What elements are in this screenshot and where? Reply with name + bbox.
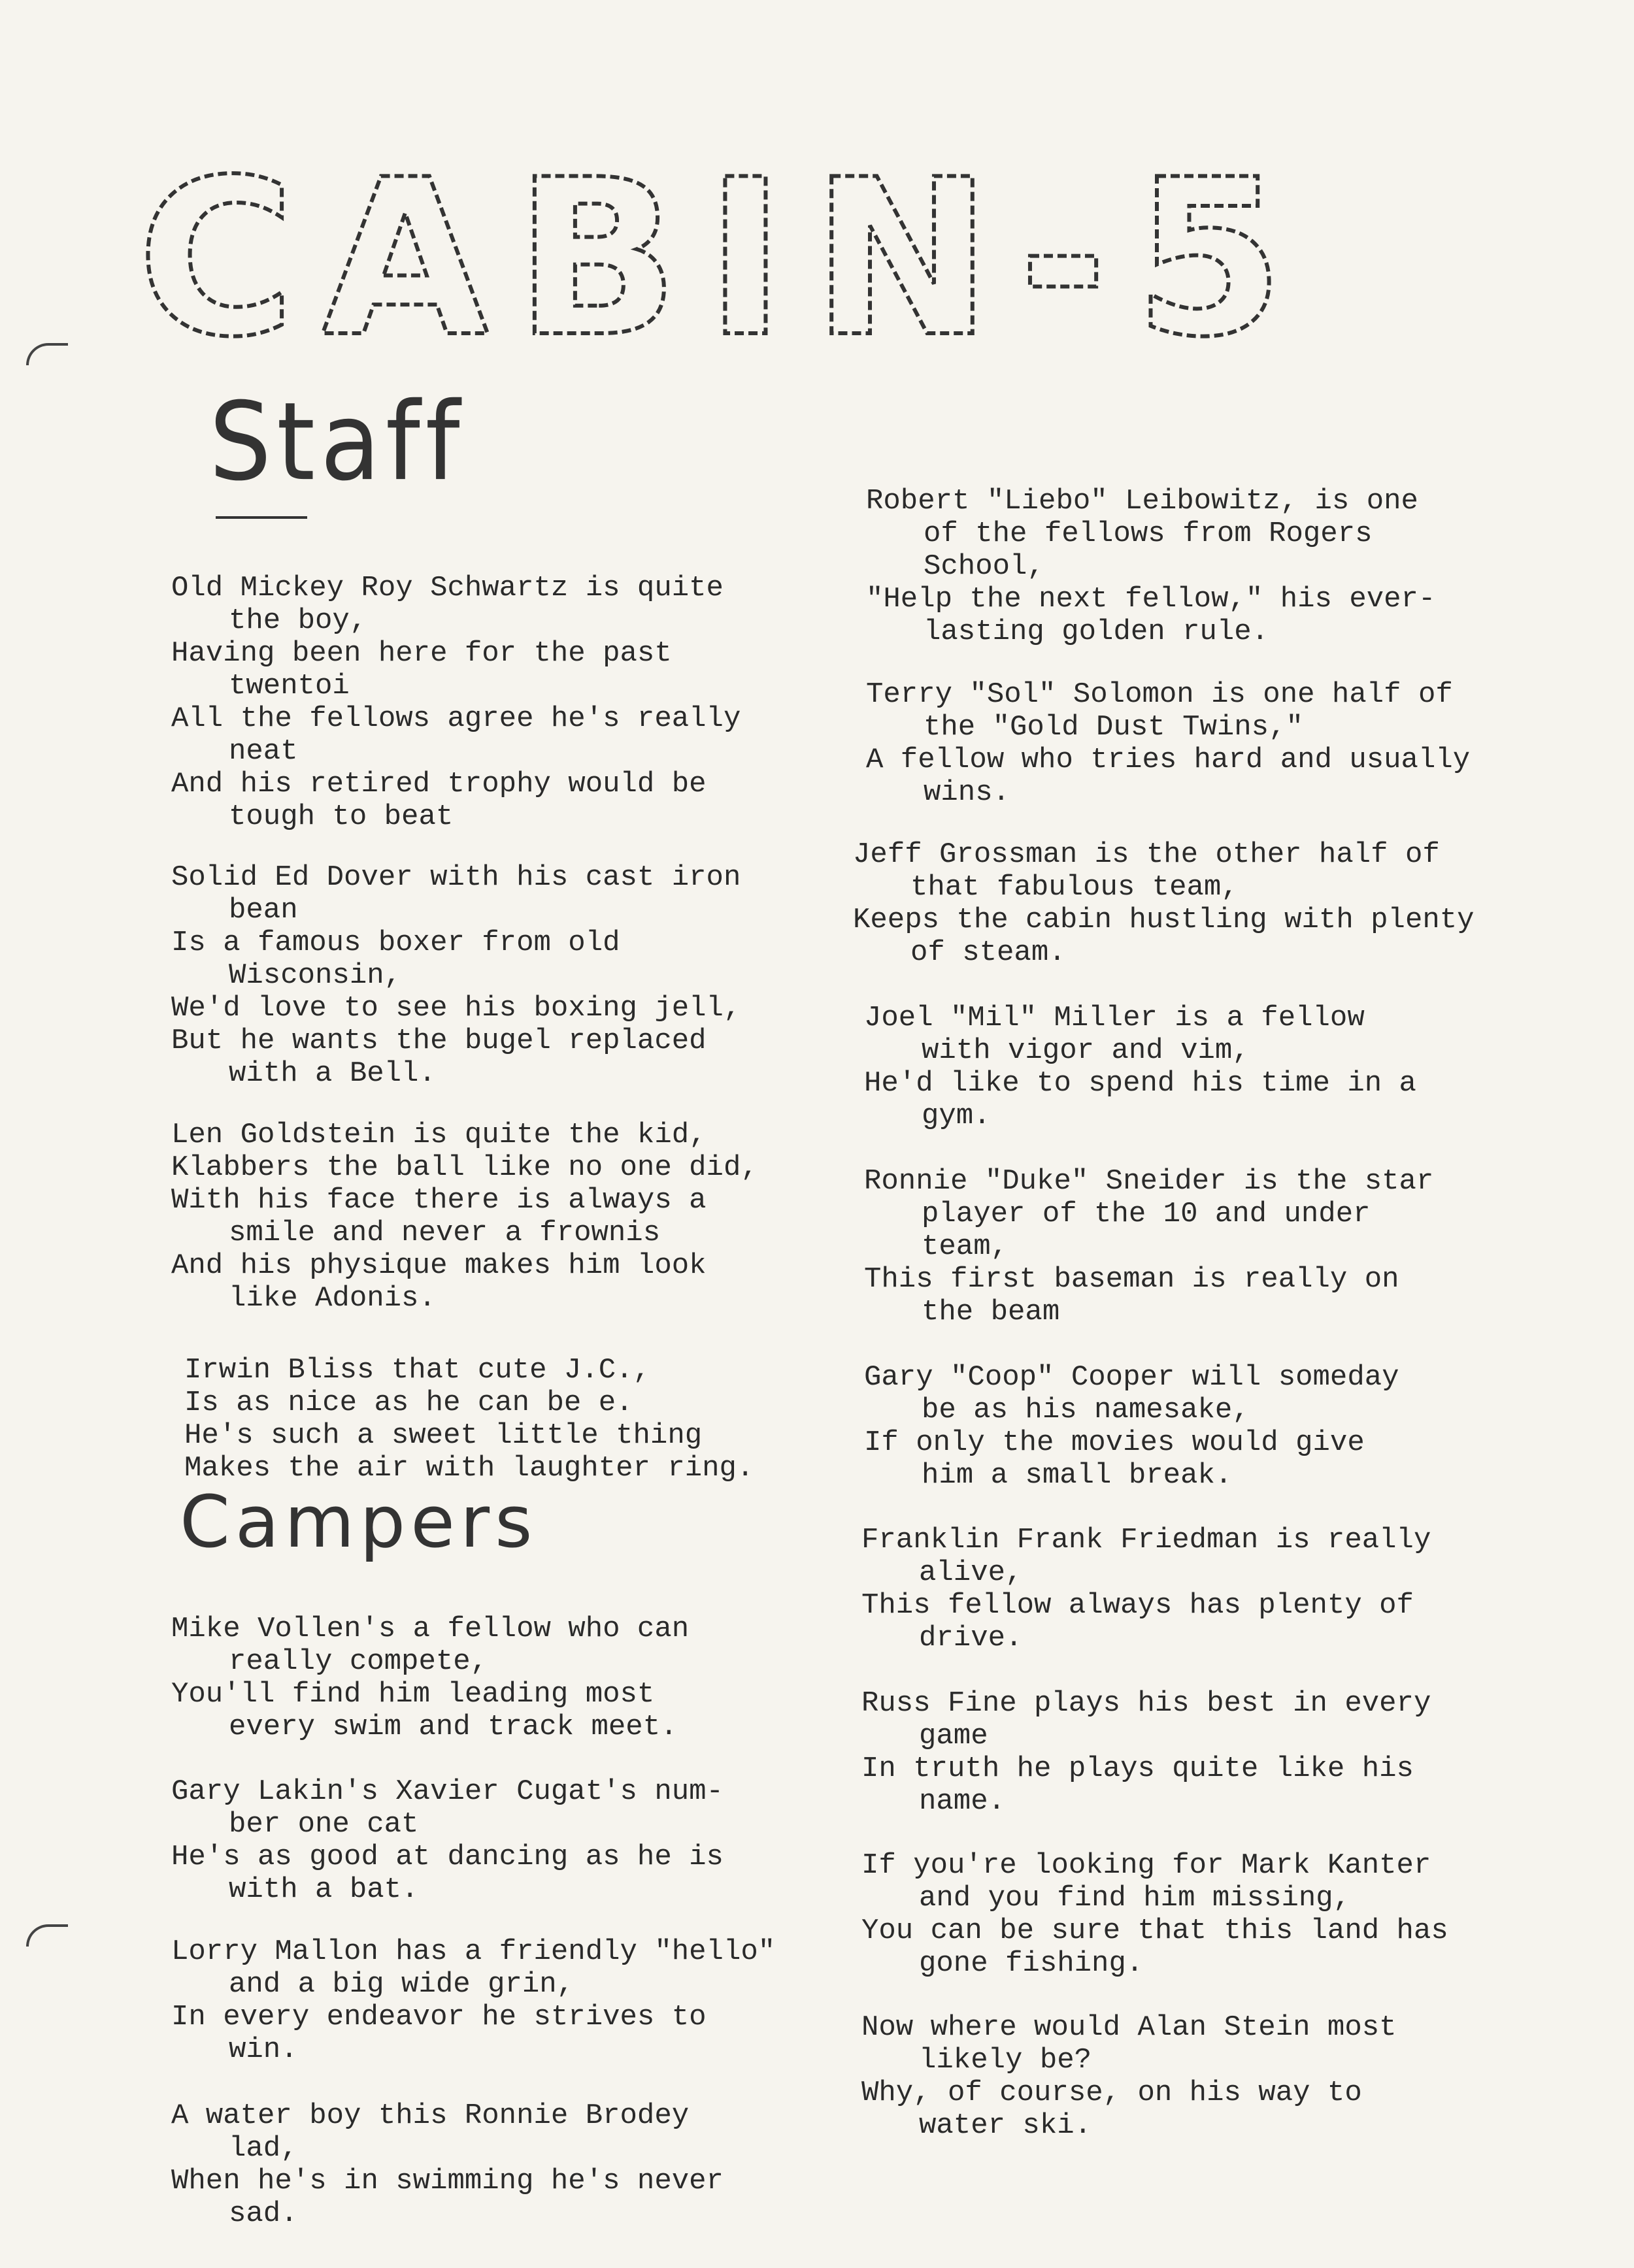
- poem-stanza: [171, 572, 838, 833]
- poem-line: This fellow always has plenty of: [861, 1589, 1414, 1622]
- title-text: CABIN-5: [137, 137, 1310, 372]
- poem-line: like Adonis.: [229, 1282, 436, 1315]
- poem-line: This first baseman is really on: [864, 1263, 1399, 1296]
- poem-line: Klabbers the ball like no one did,: [171, 1151, 758, 1184]
- poem-line: Having been here for the past: [171, 637, 672, 670]
- poems-right-2: [866, 678, 1592, 809]
- poem-stanza: [861, 1687, 1587, 1818]
- campers-heading: Campers: [180, 1480, 538, 1564]
- poem-line: sad.: [229, 2197, 298, 2230]
- poem-line: If only the movies would give: [864, 1426, 1365, 1459]
- staff-poems-left-4: [184, 1354, 851, 1485]
- poem-line: Lorry Mallon has a friendly "hello": [171, 1935, 776, 1968]
- poems-right-8: [861, 1687, 1587, 1818]
- punch-hole-mark: [26, 1924, 68, 1947]
- camper-poems-left-2: [171, 1775, 838, 1906]
- poem-line: bean: [229, 894, 298, 927]
- poems-right-7: [861, 1524, 1587, 1654]
- poem-stanza: [866, 485, 1592, 648]
- poem-line: neat: [229, 735, 298, 768]
- poem-line: lad,: [229, 2132, 298, 2165]
- staff-heading: Staff: [209, 380, 465, 505]
- poem-line: Len Goldstein is quite the kid,: [171, 1119, 707, 1151]
- poem-line: Makes the air with laughter ring.: [184, 1452, 754, 1485]
- poem-line: Irwin Bliss that cute J.C.,: [184, 1354, 650, 1387]
- poem-line: Mike Vollen's a fellow who can: [171, 1613, 690, 1645]
- poem-stanza: [864, 1165, 1590, 1328]
- punch-hole-mark: [26, 343, 68, 365]
- poem-line: the beam: [922, 1296, 1060, 1328]
- poem-line: You can be sure that this land has: [861, 1915, 1448, 1947]
- poem-stanza: [171, 1775, 838, 1906]
- poem-line: Russ Fine plays his best in every: [861, 1687, 1431, 1720]
- poem-line: Gary Lakin's Xavier Cugat's num-: [171, 1775, 724, 1808]
- poem-line: He's such a sweet little thing: [184, 1419, 703, 1452]
- poem-line: him a small break.: [922, 1459, 1233, 1492]
- poem-line: tough to beat: [229, 800, 454, 833]
- poem-line: He's as good at dancing as he is: [171, 1841, 724, 1873]
- poem-line: But he wants the bugel replaced: [171, 1025, 707, 1057]
- poems-right-4: [864, 1002, 1590, 1132]
- poem-line: gym.: [922, 1100, 991, 1132]
- poem-line: Keeps the cabin hustling with plenty: [853, 904, 1475, 936]
- poem-line: name.: [919, 1785, 1006, 1818]
- poem-line: When he's in swimming he's never: [171, 2165, 724, 2197]
- poem-line: Joel "Mil" Miller is a fellow: [864, 1002, 1365, 1034]
- poem-line: Robert "Liebo" Leibowitz, is one: [866, 485, 1418, 518]
- poem-line: Is a famous boxer from old: [171, 927, 620, 959]
- poem-stanza: [861, 1849, 1587, 1980]
- poem-line: lasting golden rule.: [924, 616, 1269, 648]
- poem-stanza: [171, 861, 838, 1090]
- poems-right-5: [864, 1165, 1590, 1328]
- poem-line: team,: [922, 1230, 1009, 1263]
- poem-line: wins.: [924, 776, 1010, 809]
- poem-line: twentoi: [229, 670, 350, 702]
- poem-line: All the fellows agree he's really: [171, 702, 741, 735]
- poems-right-6: [864, 1361, 1590, 1492]
- poem-line: the boy,: [229, 604, 367, 637]
- poem-line: player of the 10 and under: [922, 1198, 1371, 1230]
- poem-line: win.: [229, 2033, 298, 2066]
- staff-heading-underline: [216, 516, 307, 519]
- poem-line: Why, of course, on his way to: [861, 2077, 1362, 2109]
- poem-line: Franklin Frank Friedman is really: [861, 1524, 1431, 1556]
- poem-stanza: [171, 2099, 838, 2230]
- poem-line: Old Mickey Roy Schwartz is quite: [171, 572, 724, 604]
- poem-stanza: [864, 1361, 1590, 1492]
- poem-line: Jeff Grossman is the other half of: [853, 838, 1440, 871]
- poem-line: Now where would Alan Stein most: [861, 2011, 1397, 2044]
- cabin-title: [137, 137, 1542, 372]
- poem-stanza: [171, 1935, 838, 2066]
- poem-line: with vigor and vim,: [922, 1034, 1250, 1067]
- poems-right-1: [866, 485, 1592, 648]
- poem-line: alive,: [919, 1556, 1023, 1589]
- poem-line: and you find him missing,: [919, 1882, 1351, 1915]
- poem-line: In every endeavor he strives to: [171, 2001, 707, 2033]
- poem-line: A water boy this Ronnie Brodey: [171, 2099, 690, 2132]
- poem-line: If you're looking for Mark Kanter: [861, 1849, 1431, 1882]
- poem-stanza: [861, 1524, 1587, 1654]
- poem-line: He'd like to spend his time in a: [864, 1067, 1416, 1100]
- poem-line: be as his namesake,: [922, 1394, 1250, 1426]
- poem-line: You'll find him leading most: [171, 1678, 655, 1711]
- poem-line: School,: [924, 550, 1044, 583]
- poem-line: We'd love to see his boxing jell,: [171, 992, 741, 1025]
- poem-line: water ski.: [919, 2109, 1092, 2142]
- camper-poems-left-3: [171, 1935, 838, 2066]
- poem-line: Is as nice as he can be e.: [184, 1387, 633, 1419]
- poem-stanza: [864, 1002, 1590, 1132]
- poem-line: And his physique makes him look: [171, 1249, 707, 1282]
- poem-stanza: [171, 1613, 838, 1743]
- poem-line: "Help the next fellow," his ever-: [866, 583, 1436, 616]
- camper-poems-left-4: [171, 2099, 838, 2230]
- camper-poems-left-1: [171, 1613, 838, 1743]
- poem-stanza: [171, 1119, 838, 1315]
- staff-poems-left-2: [171, 861, 838, 1090]
- poem-line: with a Bell.: [229, 1057, 436, 1090]
- poem-stanza: [861, 2011, 1587, 2142]
- poems-right-10: [861, 2011, 1587, 2142]
- poem-stanza: [866, 678, 1592, 809]
- poem-line: that fabulous team,: [910, 871, 1239, 904]
- poem-line: With his face there is always a: [171, 1184, 707, 1217]
- poem-line: with a bat.: [229, 1873, 419, 1906]
- poem-line: ber one cat: [229, 1808, 419, 1841]
- poem-line: the "Gold Dust Twins,": [924, 711, 1303, 744]
- poem-line: And his retired trophy would be: [171, 768, 707, 800]
- poem-line: and a big wide grin,: [229, 1968, 575, 2001]
- staff-poems-left-3: [171, 1119, 838, 1315]
- poem-line: Terry "Sol" Solomon is one half of: [866, 678, 1453, 711]
- poem-line: In truth he plays quite like his: [861, 1752, 1414, 1785]
- poem-line: drive.: [919, 1622, 1023, 1654]
- poem-line: gone fishing.: [919, 1947, 1144, 1980]
- staff-poems-left: [171, 572, 838, 833]
- poem-line: really compete,: [229, 1645, 488, 1678]
- poem-line: of the fellows from Rogers: [924, 518, 1373, 550]
- poem-line: smile and never a frownis: [229, 1217, 661, 1249]
- poem-stanza: [853, 838, 1578, 969]
- poem-line: Wisconsin,: [229, 959, 402, 992]
- poem-line: A fellow who tries hard and usually: [866, 744, 1471, 776]
- poems-right-9: [861, 1849, 1587, 1980]
- poem-line: Solid Ed Dover with his cast iron: [171, 861, 741, 894]
- poem-line: likely be?: [919, 2044, 1092, 2077]
- poem-line: of steam.: [910, 936, 1066, 969]
- poem-line: game: [919, 1720, 988, 1752]
- poem-stanza: [184, 1354, 851, 1485]
- poems-right-3: [853, 838, 1578, 969]
- poem-line: Gary "Coop" Cooper will someday: [864, 1361, 1399, 1394]
- poem-line: every swim and track meet.: [229, 1711, 678, 1743]
- poem-line: Ronnie "Duke" Sneider is the star: [864, 1165, 1434, 1198]
